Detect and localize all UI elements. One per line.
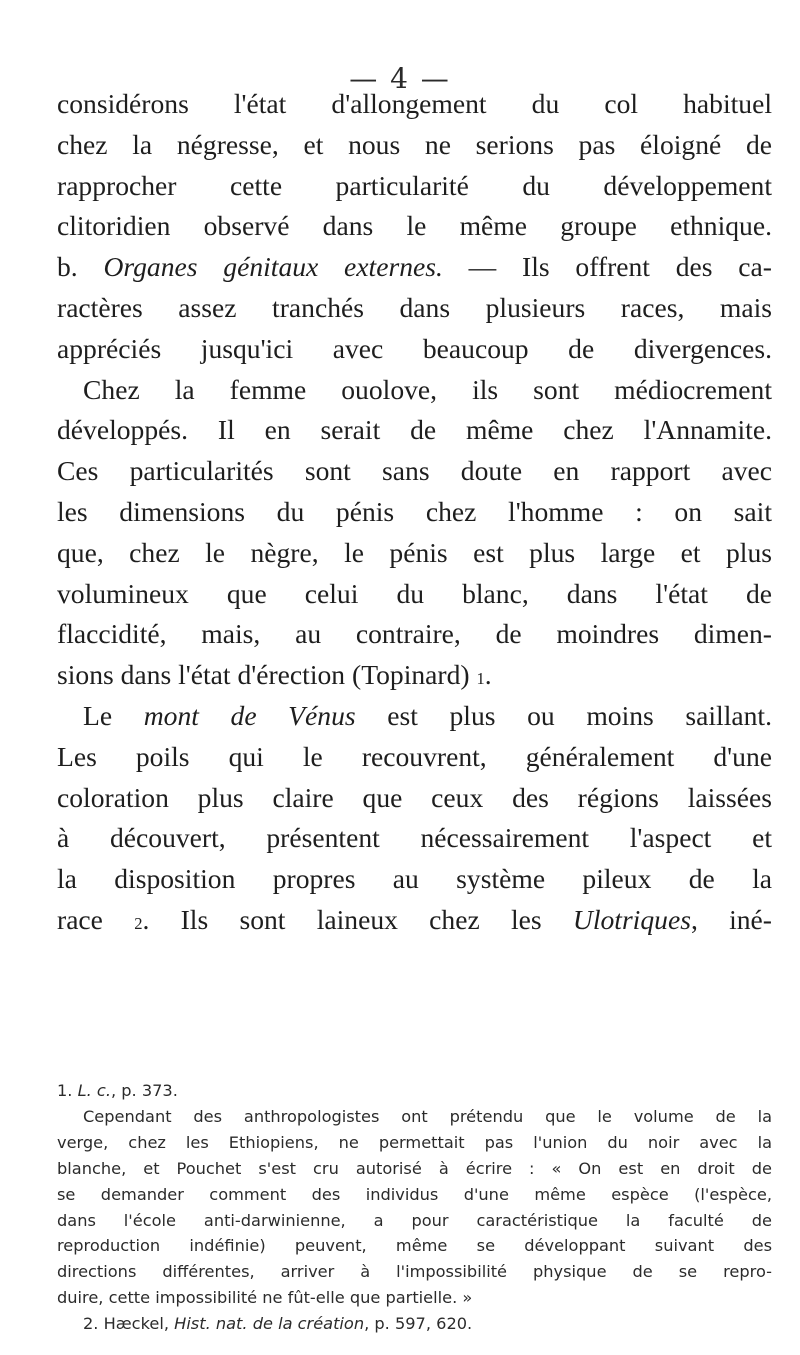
text-line: que, chez le nègre, le pénis est plus large et plus <box>57 536 772 568</box>
footnote-ref-1: 1 <box>476 669 485 689</box>
text-line: volumineux que celui du blanc, dans l'état de <box>57 577 772 609</box>
text-line: chez la négresse, et nous ne serions pas éloigné de <box>57 128 772 160</box>
footnote-ref-2: 2 <box>134 913 143 933</box>
footnote-number: 2. <box>83 1314 99 1334</box>
text-line: Chez la femme ouolove, ils sont médiocrement <box>83 373 772 405</box>
term-ulotriques: Ulotriques <box>572 903 691 935</box>
footnote-line: directions différentes, arriver à l'impossibilité physique de se repro- <box>57 1262 772 1282</box>
mont-paragraph-start <box>57 696 772 737</box>
main-text <box>57 84 772 941</box>
text-line: flaccidité, mais, au contraire, de moindres dimen- <box>57 618 772 650</box>
footnote-author: Hæckel, <box>103 1314 169 1334</box>
footnotes <box>57 1078 772 1337</box>
page-number: — 4 — <box>349 62 451 95</box>
section-label: b. <box>57 251 78 283</box>
text-fragment: , iné- <box>690 903 772 935</box>
footnote-line: duire, cette impossibilité ne fût-elle que partielle. » <box>57 1288 473 1308</box>
text-fragment: Le <box>83 699 144 731</box>
text-line: clitoridien observé dans le même groupe ethnique. <box>57 210 772 242</box>
footnote-title: Hist. nat. de la création <box>174 1314 365 1334</box>
footnote-line: dans l'école anti-darwinienne, a pour caractéristique la faculté de <box>57 1210 772 1230</box>
text-line: Ces particularités sont sans doute en rapport avec <box>57 455 772 487</box>
section-heading: Organes génitaux externes. <box>103 251 443 283</box>
text-line: Les poils qui le recouvrent, généralement d'une <box>57 740 772 772</box>
text-fragment: est plus ou moins saillant. <box>355 699 772 731</box>
footnote-page: , p. 373. <box>110 1081 178 1100</box>
footnote-line: verge, chez les Ethiopiens, ne permettait pas l'union du noir avec la <box>57 1132 772 1152</box>
text-fragment: race <box>57 903 135 935</box>
term-mont-de-venus: mont de Vénus <box>143 699 356 731</box>
footnote-2 <box>57 1311 772 1337</box>
footnote-line: Cependant des anthropologistes ont prétendu que le volume de la <box>83 1106 772 1126</box>
text-line: rapprocher cette particularité du développement <box>57 169 772 201</box>
text-line: développés. Il en serait de même chez l'Annamite. <box>57 414 772 446</box>
text-fragment: . <box>484 659 492 691</box>
text-fragment: . Ils sont laineux chez les <box>142 903 573 935</box>
footnote-source: L. c. <box>77 1081 111 1100</box>
section-lead: — Ils offrent des ca- <box>468 251 772 283</box>
text-line-with-ref <box>57 655 772 696</box>
text-line-with-ref <box>57 900 772 941</box>
footnote-1-head <box>57 1078 772 1104</box>
footnote-number: 1. <box>57 1081 73 1100</box>
text-line: considérons l'état d'allongement du col habituel <box>57 88 772 119</box>
footnote-line: se demander comment des individus d'une même espèce (l'espèce, <box>57 1184 772 1204</box>
text-fragment: sions dans l'état d'érection (Topinard) <box>57 659 470 691</box>
text-line: ractères assez tranchés dans plusieurs races, mais <box>57 291 772 323</box>
text-line: les dimensions du pénis chez l'homme : on sait <box>57 495 772 527</box>
footnote-line: blanche, et Pouchet s'est cru autorisé à écrire : « On est en droit de <box>57 1158 772 1178</box>
text-line: coloration plus claire que ceux des régions laissées <box>57 781 772 813</box>
footnote-line: reproduction indéfinie) peuvent, même se développant suivant des <box>57 1236 772 1256</box>
footnote-pages: , p. 597, 620. <box>364 1314 473 1334</box>
text-line: à découvert, présentent nécessairement l'aspect et <box>57 822 772 854</box>
section-b-heading-line <box>57 247 772 288</box>
text-line: la disposition propres au système pileux de la <box>57 863 772 895</box>
text-line: appréciés jusqu'ici avec beaucoup de divergences. <box>57 332 772 364</box>
